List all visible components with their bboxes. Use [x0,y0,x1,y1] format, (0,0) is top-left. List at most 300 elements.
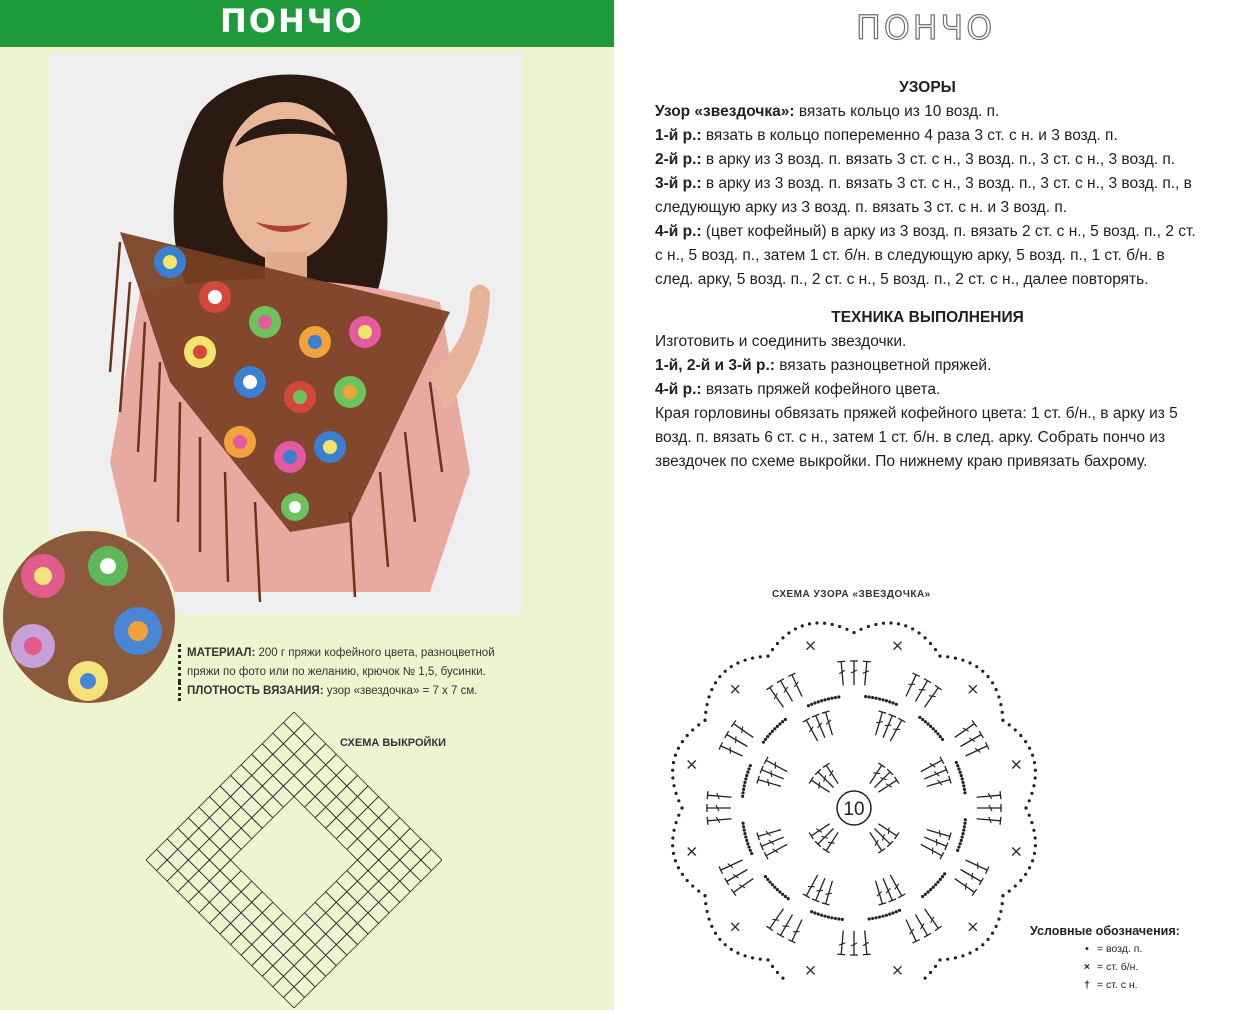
chain-dot [997,695,1000,698]
chain-dot [995,688,998,691]
density-text: узор «звездочка» = 7 х 7 см. [326,685,478,697]
chain-dot [671,836,674,839]
dc-stitch [964,742,989,759]
chain-dot [999,703,1002,706]
chain-dot [929,888,932,891]
chain-dot [831,623,834,626]
chain-dot [891,911,894,914]
chain-dot [771,730,774,733]
grid-cell [241,775,262,796]
chain-dot [784,895,787,898]
dc-stitch [766,685,786,709]
grid-cell [347,797,368,818]
chain-dot [704,902,707,905]
chain-dot [1032,829,1035,832]
chain-dot [878,915,881,918]
chain-dot [691,728,694,731]
grid-cell [347,818,368,839]
grid-cell [273,955,294,976]
grid-cell [273,765,294,786]
poncho-grid-svg [146,712,442,1008]
grid-cell [231,828,252,849]
chain-dot [961,777,964,780]
chain-dot [827,697,830,700]
chain-dot [827,915,830,918]
legend [1030,924,1180,994]
chain-dot [960,774,963,777]
chain-dot [686,879,689,882]
grid-cell [326,902,347,923]
grid-cell [188,807,209,828]
sc-stitch [688,847,696,855]
pattern-schema-label: СХЕМА ВЫКРОЙКИ [340,737,447,749]
grid-cell [347,775,368,796]
row-3 [655,172,1200,220]
grid-cell [262,966,283,987]
chain-dot [859,628,862,631]
dc-stitch [921,685,941,709]
grid-cell [315,744,336,765]
chain-dot [852,631,855,634]
chain-dot [781,893,784,896]
chain-dot [766,958,769,961]
row-4-label: 4-й р.: [655,223,702,240]
dc-stitch [959,731,984,750]
chain-dot [801,624,804,627]
grid-cell [294,913,315,934]
dagger-icon: † [1084,979,1090,991]
grid-cell [146,849,167,870]
row-1 [655,124,1200,148]
chain-dot [881,915,884,918]
grid-cell [262,754,283,775]
chain-dot [771,883,774,886]
chain-dot [743,784,746,787]
chain-dot [810,703,813,706]
chain-dot [995,925,998,928]
dc-stitch [977,804,1001,812]
chain-dot [997,917,1000,920]
grid-cell [209,892,230,913]
chain-dot [1008,723,1011,726]
grid-cell [357,871,378,892]
grid-cell [305,902,326,923]
grid-cell [241,945,262,966]
chain-dot [957,767,960,770]
chain-dot [747,845,750,848]
grid-cell [326,945,347,966]
chain-dot [736,661,739,664]
grid-cell [336,828,357,849]
closeup-illustration [3,531,175,703]
chain-dot [939,878,942,881]
grid-cell [305,775,326,796]
chain-dot [764,875,767,878]
chain-dot [787,631,790,634]
dc-stitch [823,830,842,853]
chain-dot [820,699,823,702]
row-3-text: в арку из 3 возд. п. вязать 3 ст. с н., 3 возд. п., 3 ст. с н., 3 возд. п., в следующую арку из 3 возд. п. вязать 3 ст. с н. и 3 возд. п. [655,175,1192,216]
grid-cell [294,955,315,976]
chain-dot [766,654,769,657]
dc-stitch [777,679,796,704]
grid-cell [231,807,252,828]
sc-stitch [731,923,739,931]
chain-dot [888,913,891,916]
grid-cell [220,881,241,902]
chain-dot [975,948,978,951]
technique-row-1-label: 1-й, 2-й и 3-й р.: [655,357,775,374]
row-2-text: в арку из 3 возд. п. вязать 3 ст. с н., 3 возд. п., 3 ст. с н., 3 возд. п. [705,151,1176,168]
chain-dot [815,621,818,624]
chain-dot [778,890,781,893]
chain-dot [934,883,937,886]
chain-dot [924,893,927,896]
chain-dot [768,880,771,883]
chain-dot [999,910,1002,913]
grid-cell [262,775,283,796]
chain-dot [714,681,717,684]
legend-heading: Условные обозначения: [1030,924,1180,938]
grid-cell [368,797,389,818]
legend-item-dc [1030,976,1180,994]
dc-stitch [952,875,976,895]
instructions-text [655,76,1200,474]
dc-stitch [912,913,931,938]
grid-cell [347,902,368,923]
grid-cell [368,839,389,860]
chain-dot [986,675,989,678]
grid-cell [326,754,347,775]
ring-number: 10 [843,799,865,820]
chain-dot [932,886,935,889]
dc-stitch [850,931,858,955]
grid-cell [178,839,199,860]
chain-dot [934,648,937,651]
technique-row-2 [655,378,1200,402]
chain-dot [677,866,680,869]
chain-dot [672,761,675,764]
chain-dot [923,977,926,980]
dc-stitch [921,906,941,930]
star-diagram-svg [648,604,1060,980]
section-gap [655,292,1200,306]
chain-dot [736,951,739,954]
technique-outro: Края горловины обвязать пряжей кофейного цвета: 1 ст. б/н., в арку из 5 возд. п. вязать 6 ст. с н., затем 1 ст. б/н. в след. арку. Собрать пончо из звездочек по схеме выкройки. По нижнему краю привязать бахрому. [655,405,1178,470]
grid-cell [199,860,220,881]
dc-stitch [866,830,885,853]
chain-dot [895,910,898,913]
grid-cell [178,860,199,881]
chain-dot [743,781,746,784]
chain-dot [671,776,674,779]
chain-dot [929,642,932,645]
dc-stitch [837,930,847,955]
technique-intro: Изготовить и соединить звездочки. [655,333,907,350]
grid-cell [357,807,378,828]
chain-dot [745,774,748,777]
technique-row-2-text: вязать пряжей кофейного цвета. [705,381,941,398]
chain-dot [810,910,813,913]
grid-cell [336,934,357,955]
chain-dot [938,654,941,657]
sc-stitch [807,966,815,974]
chain-dot [841,918,844,921]
dc-stitch [872,769,893,790]
dc-stitch [912,679,931,704]
grid-cell [283,945,304,966]
grid-cell [262,733,283,754]
grid-cells [146,712,442,1008]
chain-dot [751,956,754,959]
grid-cell [294,765,315,786]
star-pattern-label: Узор «звездочка»: [655,103,795,120]
dc-stitch [876,820,899,839]
grid-cell [326,775,347,796]
density-row [178,682,578,701]
chain-dot [961,781,964,784]
chain-dot [954,956,957,959]
grid-cell [262,945,283,966]
chain-dot [1032,784,1035,787]
grid-cell [336,871,357,892]
chain-dot [823,915,826,918]
dc-stitch [837,661,847,686]
chain-dot [917,631,920,634]
chain-dot [889,621,892,624]
chain-dot [1034,776,1037,779]
sc-stitch [1012,847,1020,855]
chain-dot [837,695,840,698]
grid-cell [347,839,368,860]
chain-dot [926,890,929,893]
chain-dot [864,695,867,698]
chain-dot [962,784,965,787]
grid-cell [273,744,294,765]
dc-stitch [809,820,832,839]
grid-cell [188,871,209,892]
chain-dot [878,697,881,700]
chain-dot [1033,761,1036,764]
chain-dot [743,832,746,835]
grid-cell [421,849,442,870]
grid-cell [157,860,178,881]
chain-dot [773,727,776,730]
dc-stitch [815,769,836,790]
chain-dot [781,720,784,723]
grid-cell [231,871,252,892]
grid-cell [294,934,315,955]
grid-cell [379,807,400,828]
chain-dot [830,697,833,700]
grid-cell [231,786,252,807]
chain-dot [766,735,769,738]
chain-dot [776,725,779,728]
chain-dot [743,954,746,957]
grid-cell [167,871,188,892]
chain-dot [939,735,942,738]
grid-cell [315,934,336,955]
chain-dot [724,670,727,673]
sc-stitch [731,685,739,693]
chain-dot [946,958,949,961]
chain-dot [672,852,675,855]
chain-dot [868,695,871,698]
grid-cell [368,818,389,839]
materials-text-2: пряжи по фото или по желанию, крючок № 1,5, бусинки. [187,666,486,678]
chain-dot [743,659,746,662]
chain-dot [1030,792,1033,795]
chain-dot [742,825,745,828]
grid-cell [336,913,357,934]
dc-stitch [707,804,731,812]
grid-cell [357,828,378,849]
chain-dot [1024,806,1027,809]
dc-stitch [731,875,755,895]
dc-stitch [757,776,782,790]
grid-cell [220,860,241,881]
chain-dot [817,913,820,916]
chain-dot [718,675,721,678]
grid-cell [400,828,421,849]
materials-block [178,644,578,701]
grid-cell [326,923,347,944]
dc-stitch [861,661,871,686]
grid-cell [326,797,347,818]
grid-cell [252,807,273,828]
dc-stitch [872,711,886,736]
grid-cell [241,881,262,902]
grid-cell [220,839,241,860]
chain-dot [926,722,929,725]
chain-dot [921,895,924,898]
chain-dot [674,792,677,795]
model-photo [50,52,522,614]
chain-dot [823,622,826,625]
chain-dot [759,958,762,961]
materials-row [178,644,578,682]
grid-cell [241,902,262,923]
technique-row-1-text: вязать разноцветной пряжей. [779,357,992,374]
chain-dot [924,720,927,723]
chain-dot [749,849,752,852]
chain-dot [813,911,816,914]
chain-dot [1001,902,1004,905]
chain-dot [751,657,754,660]
chain-dot [1028,799,1031,802]
chain-dot [963,788,966,791]
chain-dot [934,730,937,733]
chain-dot [744,835,747,838]
chain-dot [681,873,684,876]
grid-cell [209,828,230,849]
grid-cell [262,923,283,944]
chain-dot [707,917,710,920]
chain-dot [918,716,921,719]
chain-dot [764,738,767,741]
grid-cell [294,723,315,744]
grid-cell [262,902,283,923]
row-3-label: 3-й р.: [655,175,702,192]
grid-cell [199,902,220,923]
chain-dot [746,771,749,774]
dc-stitch [766,906,786,930]
chain-dot [888,700,891,703]
chain-dot [718,938,721,941]
grid-cell [305,754,326,775]
grid-cell [252,955,273,976]
grid-cell [315,892,336,913]
legend-item-sc [1030,958,1180,976]
chain-dot [671,844,674,847]
grid-cell [273,913,294,934]
grid-cell [347,881,368,902]
grid-cell [283,966,304,987]
chain-dot [746,842,749,845]
chain-dot [1001,894,1004,897]
grid-cell [283,923,304,944]
grid-cell [357,913,378,934]
grid-cell [209,786,230,807]
grid-cell [188,892,209,913]
row-2-label: 2-й р.: [655,151,702,168]
chain-dot [784,718,787,721]
grid-cell [209,807,230,828]
grid-cell [379,849,400,870]
dc-stitch [872,826,893,847]
chain-dot [1028,814,1031,817]
chain-dot [703,719,706,722]
chain-dot [817,700,820,703]
chain-dot [1024,740,1027,743]
chain-dot [1031,754,1034,757]
dc-stitch [725,866,750,885]
dc-stitch [902,673,919,698]
chain-dot [911,627,914,630]
chain-dot [677,814,680,817]
grid-cell [347,923,368,944]
chain-dot [766,878,769,881]
chain-dot [895,703,898,706]
chain-dot [1014,728,1017,731]
chain-dot [968,661,971,664]
dc-stitch [822,711,836,736]
chain-dot [730,665,733,668]
grid-cell [241,797,262,818]
grid-cell [241,754,262,775]
grid-cell [209,849,230,870]
chain-dot [881,698,884,701]
chain-dot [686,734,689,737]
grid-cell [283,733,304,754]
grid-cell [389,839,410,860]
legend-item-chain [1030,940,1180,958]
dc-stitch [719,856,744,873]
chain-dot [773,886,776,889]
chain-dot [882,622,885,625]
grid-cell [252,913,273,934]
chain-dot [672,829,675,832]
chain-dot [674,821,677,824]
chain-dot [705,703,708,706]
chain-dot [703,894,706,897]
chain-dot [921,718,924,721]
grid-cell [305,733,326,754]
chain-dot [823,698,826,701]
chain-dot [672,784,675,787]
star-pattern-text: вязать кольцо из 10 возд. п. [798,103,1000,120]
chain-dot [838,625,841,628]
